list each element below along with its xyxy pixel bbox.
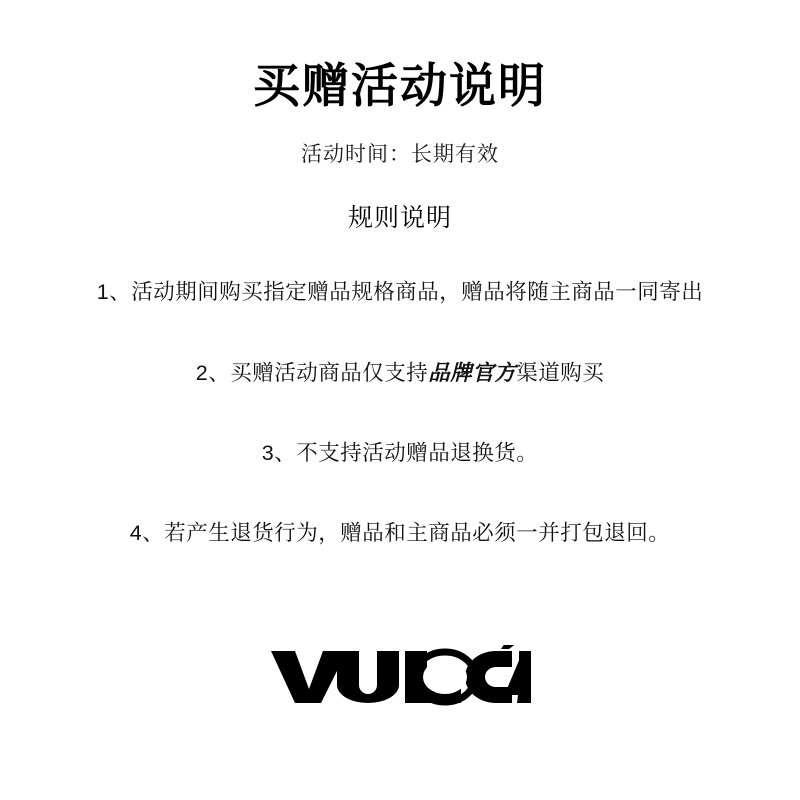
- rule-item: [130, 517, 670, 549]
- rules-section-heading: 规则说明: [347, 204, 452, 233]
- rule-text-prefix: 4、若产生退货行为，赠品和主商品必须一并打包退回。: [129, 521, 671, 546]
- rules-list: [0, 276, 800, 549]
- rule-item: [97, 276, 703, 308]
- rule-text-emphasis: 品牌官方: [428, 360, 517, 385]
- rule-text-prefix: 1、活动期间购买指定赠品规格商品，赠品将随主商品一同寄出: [96, 280, 704, 305]
- rule-item: [196, 357, 605, 389]
- brand-logo: [0, 645, 800, 707]
- vulcan-wordmark-logo: [269, 645, 531, 707]
- page-title: 买赠活动说明: [253, 59, 547, 112]
- rule-text-prefix: 3、不支持活动赠品退换货。: [261, 440, 539, 465]
- activity-period-text: 活动时间：长期有效: [301, 143, 499, 167]
- rule-item: [262, 437, 538, 469]
- rule-text-suffix: 渠道购买: [516, 360, 605, 385]
- rule-text-prefix: 2、买赠活动商品仅支持: [195, 360, 429, 385]
